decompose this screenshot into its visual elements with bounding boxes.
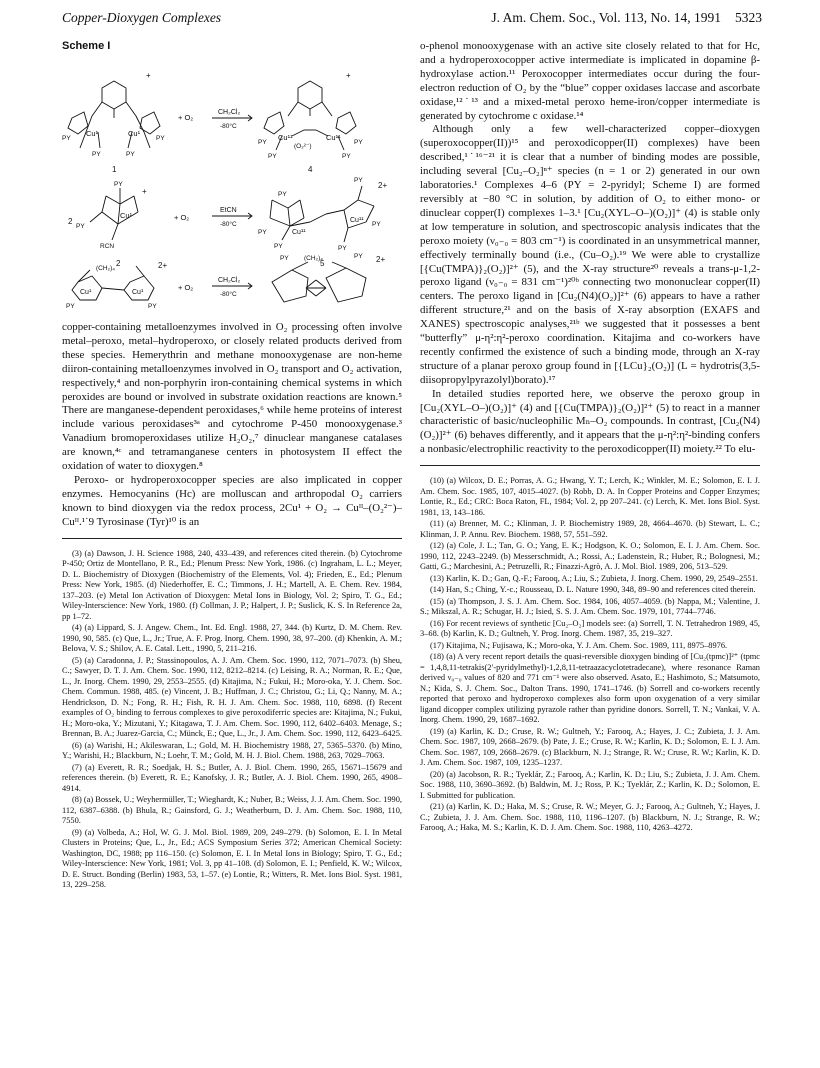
cu-label-5b: Cu¹¹ bbox=[350, 217, 364, 224]
cu-label-4b: Cu¹¹ bbox=[326, 133, 341, 142]
footnote: (14) Han, S.; Ching, Y.-c.; Rousseau, D. L. Nature 1990, 348, 89–90 and references cited therein. bbox=[430, 585, 756, 595]
py-label: PY bbox=[354, 177, 363, 184]
condition-solvent: CH₂Cl₂ bbox=[218, 109, 241, 116]
chain-label: (CH₂)₄ bbox=[96, 265, 115, 272]
footnote: (5) (a) Caradonna, J. P.; Stassinopoulos, A. J. Am. Chem. Soc. 1990, 112, 7071–7073. (b) Sheu, C.; Sawyer, D. T. J. Am. Chem. Soc. 1990, 112, 8212–8214. (c) Leising, R. A.; Norman, R. E.; Que, L., Jr. Inorg. Chem. 1990, 29, 2553–2555. (d) Kitajima, N.; Fukui, H.; Moro-oka, Y. J. Chem. Soc. Chem. Commun. 1988, 485. (e) Vincent, J. B.; Huffman, J. C.; Christou, G.; Li, Q.; Nanny, M. A.; Hendrickson, D. N.; Fong, R. H.; Fish, R. H. J. Am. Chem. Soc. 1988, 110, 6898. (f) Recent examples of O₂ binding to ferrous complexes to give peroxodiferric species are: Kitajima, N.; Fukui, H.; Moro-oka, Y.; Mizutani, Y.; Kitagawa, T. J. Am. Chem. Soc. 1990, 112, 6402–6403. Menage, S.; Brennan, B. A.; Juarez-Garcia, C.; Münck, E.; Que, L., Jr., J. Am. Chem. Soc. 1990, 112, 6423–6425. bbox=[62, 655, 402, 739]
py-label: PY bbox=[62, 135, 71, 142]
condition-temp: -80°C bbox=[220, 123, 237, 130]
py-label: PY bbox=[126, 151, 135, 158]
journal-name: J. Am. Chem. Soc., Vol. 113, No. 14, 1991 bbox=[491, 10, 721, 25]
charge-label: 2+ bbox=[378, 181, 388, 190]
footnote: (9) (a) Volbeda, A.; Hol, W. G. J. Mol. Biol. 1989, 209, 249–279. (b) Solomon, E. I. In Metal Clusters in Proteins; Que, L., Jr., Ed.; ACS Symposium Series 372; American Chemical Society: Washington, DC, 1988; pp 116–150. (c) Solomon, E. I. In Metal Ions in Biology; Spiro, T. G., Ed.; Wiley-Interscience: New York, 1981; Vol. 3, pp 41–108. (d) Solomon, E. I.; Penfield, K. W.; Wilcox, D. E. Struct. Bonding (Berlin) 1983, 53, 1–57. (e) Lontie, R.; Witters, R. Met. Ions Biol. Syst. 1981, 13, 229–258. bbox=[62, 827, 402, 890]
py-label: PY bbox=[342, 153, 351, 160]
left-footnotes bbox=[62, 549, 402, 891]
scheme-figure bbox=[62, 56, 402, 308]
py-label: PY bbox=[372, 221, 381, 228]
charge-label: 2+ bbox=[376, 255, 386, 264]
charge-label: + bbox=[146, 71, 151, 80]
py-label: PY bbox=[278, 191, 287, 198]
reactant-coefficient: 2 bbox=[68, 217, 73, 226]
right-footnotes bbox=[420, 476, 760, 834]
compound-number-4: 4 bbox=[308, 165, 313, 174]
right-column bbox=[420, 40, 760, 835]
footnote: (8) (a) Bossek, U.; Weyhermüller, T.; Wieghardt, K.; Nuber, B.; Weiss, J. J. Am. Chem. Soc. 1990, 112, 6387–6388. (b) Bhula, R.; Gainsford, G. J.; Weatherburn, D. J. Am. Chem. Soc. 1988, 110, 7550. bbox=[62, 795, 402, 826]
nitrile-label: RCN bbox=[100, 243, 115, 250]
left-body-text bbox=[62, 321, 402, 530]
py-label: PY bbox=[76, 223, 85, 230]
footnote: (18) (a) A very recent report details the quasi-reversible dioxygen binding of [Cu₂(tpmc)]²⁺ (tpmc = 1,4,8,11-tetrakis(2′-pyridylmethyl)-1,2,8,11-tetraazacyclotetradecane), where resonance Raman derived ν₀₋₀ values of 820 and 771 cm⁻¹ were also observed. Asato, E.; Hashimoto, S.; Matsumoto, N.; Kida, S. J. Chem. Soc., Dalton Trans. 1990, 1741–1746. (b) Sorrell and co-workers recently reported that peroxo and hydroperoxo complexes also form upon oxygenation of a very similar ligand dicopper complex utilizing pyrazole rather than pyridine donors. Sorrell, T. N.; Vankai, V. A. Inorg. Chem. 1990, 29, 1687–1692. bbox=[420, 652, 760, 725]
charge-label: + bbox=[142, 187, 147, 196]
footnote: (21) (a) Karlin, K. D.; Haka, M. S.; Cruse, R. W.; Meyer, G. J.; Farooq, A.; Gultneh, Y.; Hayes, J. C.; Zubieta, J. J. Am. Chem. Soc. 1988, 110, 1196–1207. (b) Blackburn, N. J.; Strange, R. W.; Farooq, A.; Haka, M. S.; Karlin, K. D. J. Am. Chem. Soc. 1988, 110, 4263–4272. bbox=[420, 802, 760, 833]
cu-label-3b: Cu¹ bbox=[132, 289, 144, 296]
o2-reagent: + O₂ bbox=[178, 113, 194, 122]
footnote: (20) (a) Jacobson, R. R.; Tyeklár, Z.; Farooq, A.; Karlin, K. D.; Liu, S.; Zubieta, J. J. Am. Chem. Soc. 1988, 110, 3690–3692. (b) Baldwin, M. J.; Ross, P. K.; Tyeklár, Z.; Karlin, K. D.; Solomon, E. I. Submitted for publication. bbox=[420, 769, 760, 800]
py-label: PY bbox=[258, 229, 267, 236]
py-label: PY bbox=[156, 135, 165, 142]
py-label: PY bbox=[258, 139, 267, 146]
footnote: (15) (a) Thompson, J. S. J. Am. Chem. Soc. 1984, 106, 4057–4059. (b) Nappa, M.; Valentine, J. S.; Mikszal, A. R.; Schugar, H. J.; Isied, S. S. J. Am. Chem. Soc. 1979, 101, 7744–7746. bbox=[420, 596, 760, 617]
body-paragraph: In detailed studies reported here, we observe the peroxo group in [Cu₂(XYL–O–)(O₂)]⁺ (4) and [{Cu(TMPA)}₂(O₂)]²⁺ (5) to react in a manner characteristic of basic/nucleophilic Mₙ–O₂ compounds. In contrast, [Cu₂(N4)(O₂)]²⁺ (6) behaves differently, and it appears that the μ-η²:η²-binding confers a nonbasic/electrophilic reactivity to the peroxodicopper(II) moiety.²² To elu- bbox=[420, 387, 760, 456]
charge-label: 2+ bbox=[158, 261, 168, 270]
py-label: PY bbox=[354, 139, 363, 146]
o2-reagent: + O₂ bbox=[178, 283, 194, 292]
compound-1-structure bbox=[68, 81, 160, 148]
footnote: (7) (a) Everett, R. R.; Soedjak, H. S.; Butler, A. J. Biol. Chem. 1990, 265, 15671–15679 and references therein. (b) Everett, R. E.; Kanofsky, J. R.; Butler, A. J. Biol. Chem. 1990, 265, 4908–4914. bbox=[62, 762, 402, 793]
cu-label-1b: Cu¹ bbox=[128, 129, 141, 138]
cu-label-2: Cu¹ bbox=[120, 211, 133, 220]
footnote-divider bbox=[420, 465, 760, 466]
cu-label-4a: Cu¹¹ bbox=[278, 133, 293, 142]
condition-temp: -80°C bbox=[220, 221, 237, 228]
footnote: (6) (a) Warishi, H.; Akileswaran, L.; Gold, M. H. Biochemistry 1988, 27, 5365–5370. (b) Mino, Y.; Warishi, H.; Blackburn, N.; Loehr, T. M.; Gold, M. H. J. Biol. Chem. 1988, 263, 7029–7063. bbox=[62, 740, 402, 761]
page-number: 5323 bbox=[735, 10, 762, 25]
py-label: PY bbox=[148, 303, 157, 308]
running-header bbox=[62, 10, 762, 30]
footnote: (3) (a) Dawson, J. H. Science 1988, 240, 433–439, and references cited therein. (b) Cytochrome P-450; Ortiz de Montellano, P. R., Ed.; Plenum Press: New York, 1986. (c) Ingraham, L. L.; Meyer, D. L. Biochemistry of Dioxygen (Biochemistry of the Elements, Vol. 4); Frieden, E., Ed.; Plenum Press: New York, 1985. (d) Niederhoffer, E. C.; Timmons, J. H.; Martell, A. E. Chem. Rev. 1984, 137–203. (e) Metal Ion Activation of Dioxygen: Metal Ions in Biology, Vol. 2; Spiro, T. G., Ed.; Wiley-Interscience: New York, 1980. (f) Collman, J. P.; Halpert, J. P.; Suslick, K. S. In Reference 2a, pp 1–72. bbox=[62, 548, 402, 621]
footnote: (4) (a) Lippard, S. J. Angew. Chem., Int. Ed. Engl. 1988, 27, 344. (b) Kurtz, D. M. Chem. Rev. 1990, 90, 585. (c) Que, L., Jr.; True, A. F. Prog. Inorg. Chem. 1990, 38, 97–200. (d) Khenkin, A. M.; Belova, V. S.; Shilov, A. E. Catal. Lett., 1990, 5, 211–216. bbox=[62, 623, 402, 654]
body-paragraph: o-phenol monooxygenase with an active site closely related to that for Hc, and a hydroperoxocopper active intermediate is implicated in dopamine β-hydroxylase action.¹¹ Peroxocopper intermediates occur during the four-electron reduction of O₂ by the “blue” copper oxidases laccase and ascorbate oxidase,¹²˙¹³ and a mixed-metal peroxo heme-iron/copper intermediate is generated by cytochrome c oxidase.¹⁴ bbox=[420, 40, 760, 122]
running-title: Copper-Dioxygen Complexes bbox=[62, 10, 222, 25]
body-paragraph: Although only a few well-characterized copper–dioxygen (superoxocopper(II))¹⁵ and peroxodicopper(II) complexes) have been described,¹˙¹⁶⁻²¹ it is clear that a number of binding modes are possible, including several [Cu₂–O₂]ⁿ⁺ species (n = 1 or 2) generated in our own laboratories.¹ Complexes 4–6 (PY = 2-pyridyl; Scheme I) are formed reversibly at −80 °C in solution, by addition of O₂ to either mono- or dinuclear copper(I) complexes 1–3.¹ [Cu₂(XYL–O–)(O₂)]⁺ (4) is stable only at low temperature in solution, and spectroscopic analysis indicates that the peroxo moiety (ν₀₋₀ = 803 cm⁻¹) is coordinated in an unsymmetrical manner, effectively terminally bound (i.e., (Cu–O₂).¹⁹ We were able to crystallize [{Cu(TMPA)}₂(O₂)]²⁺ (5), and the X-ray structure²⁰ reveals a trans-μ-1,2-peroxo ligand (ν₀₋₀ = 831 cm⁻¹)²⁰ᵇ connecting two mononuclear copper(II) centers. The peroxo ligand in [Cu₂(N4)(O₂)]²⁺ (6) appears to have a rather different structure,²¹ and on the basis of X-ray absorption (EXAFS and XANES) spectroscopic analyses,²¹ᵇ we suggested that it possesses a bent “butterfly” μ-η²:η²-peroxo coordination. Kitajima and co-workers have recently confirmed the existence of such a binding mode, through an X-ray structure of a planar peroxo group found in [{LCu}₂(O₂)] (L = hydrotris(3,5-diisopropylpyrazolyl)borato).¹⁷ bbox=[420, 123, 760, 386]
py-label: PY bbox=[274, 243, 283, 250]
py-label: PY bbox=[354, 253, 363, 260]
compound-number-1: 1 bbox=[112, 165, 117, 174]
right-body-text bbox=[420, 40, 760, 457]
chain-label: (CH₂)₄ bbox=[304, 255, 323, 262]
condition-temp: -80°C bbox=[220, 291, 237, 298]
py-label: PY bbox=[114, 181, 123, 188]
compound-number-2: 2 bbox=[116, 259, 121, 268]
body-paragraph: copper-containing metalloenzymes involved in O₂ processing often involve metal–peroxo, metal–hydroperoxo, or closely related products derived from these species. Hemerythrin and methane monooxygenase are non-heme diiron-containing metalloenzymes involved in O₂ transport and O₂ activation, respectively,⁴ and non-porphyrin iron-containing chemical systems in which peroxides are bound or involved in substrate oxidation reactions are known.⁵ There are manganese-dependent peroxidases,⁶ while heme proteins of interest include various peroxidases³ᵃ and cytochrome P-450 monooxygenase.³ Vanadium bromoperoxidases utilize H₂O₂,⁷ dinuclear manganese catalases are known,⁴ᶜ and tetramanganese centers in photosystem II effect the oxidation of water to dioxygen.⁸ bbox=[62, 321, 402, 473]
cu-label-1a: Cu¹ bbox=[86, 129, 99, 138]
py-label: PY bbox=[338, 245, 347, 252]
condition-solvent: EtCN bbox=[220, 207, 237, 214]
peroxo-label: (O₂²⁻) bbox=[294, 143, 312, 150]
footnote: (17) Kitajima, N.; Fujisawa, K.; Moro-oka, Y. J. Am. Chem. Soc. 1989, 111, 8975–8976. bbox=[430, 640, 728, 650]
py-label: PY bbox=[268, 153, 277, 160]
o2-reagent: + O₂ bbox=[174, 213, 190, 222]
left-column bbox=[62, 40, 402, 892]
charge-label: + bbox=[346, 71, 351, 80]
footnote: (10) (a) Wilcox, D. E.; Porras, A. G.; Hwang, Y. T.; Lerch, K.; Winkler, M. E.; Solomon, E. I. J. Am. Chem. Soc. 1985, 107, 4015–4027. (b) Robb, D. A. In Copper Proteins and Copper Enzymes; Lontie, R., Ed.; CRC: Boca Raton, FL, 1984; Vol. 2, pp 207–241. (c) Lerch, K. Met. Ions Biol. Syst. 1981, 13, 143–186. bbox=[420, 476, 760, 517]
footnote: (11) (a) Brenner, M. C.; Klinman, J. P. Biochemistry 1989, 28, 4664–4670. (b) Stewart, L. C.; Klinman, J. P. Annu. Rev. Biochem. 1988, 57, 551–592. bbox=[420, 519, 760, 539]
footnote: (13) Karlin, K. D.; Gan, Q.-F.; Farooq, A.; Liu, S.; Zubieta, J. Inorg. Chem. 1990, 29, 2549–2551. bbox=[430, 573, 758, 583]
footnote: (19) (a) Karlin, K. D.; Cruse, R. W.; Gultneh, Y.; Farooq, A.; Hayes, J. C.; Zubieta, J. J. Am. Chem. Soc. 1987, 109, 2668–2679. (b) Pate, J. E.; Cruse, R. W.; Karlin, K. D.; Solomon, E. I. J. Am. Chem. Soc. 1987, 109, 2668–2679. (c) Blackburn, N. J.; Strange, R. W.; Cruse, R. W.; Karlin, K. D. J. Am. Chem. Soc. 1987, 109, 1235–1237. bbox=[420, 726, 760, 768]
footnote: (16) For recent reviews of synthetic [Cu₂–O₂] models see: (a) Sorrell, T. N. Tetrahedron 1989, 45, 3–68. (b) Karlin, K. D.; Gultneh, Y. Prog. Inorg. Chem. 1987, 35, 219–327. bbox=[420, 618, 760, 639]
py-label: PY bbox=[280, 255, 289, 262]
cu-label-3a: Cu¹ bbox=[80, 289, 92, 296]
body-paragraph: Peroxo- or hydroperoxocopper species are also implicated in copper enzymes. Hemocyanins (Hc) are molluscan and arthropodal O₂ carriers known to bind dioxygen via the redox process, 2Cu¹ + O₂ → Cuᴵᴵ–(O₂²⁻)–Cuᴵᴵ.¹˙9 Tyrosinase (Tyr)¹⁰ is an bbox=[62, 473, 402, 528]
footnote-divider bbox=[62, 538, 402, 539]
scheme-title: Scheme I bbox=[62, 40, 111, 52]
footnote: (12) (a) Cole, J. L.; Tan, G. O.; Yang, E. K.; Hodgson, K. O.; Solomon, E. I. J. Am. Chem. Soc. 1990, 112, 2243–2249. (b) Messerschmidt, A.; Rossi, A.; Ladenstein, R.; Huber, R.; Bolognesi, M.; Gatti, G.; Marchesini, A.; Petruzelli, R.; Finazzi-Agrò, A. J. Mol. Biol. 1989, 206, 513–529. bbox=[420, 541, 760, 572]
compound-number-5: 5 bbox=[320, 259, 325, 268]
cu-label-5a: Cu¹¹ bbox=[292, 229, 306, 236]
journal-citation bbox=[491, 10, 762, 26]
condition-solvent: CH₂Cl₂ bbox=[218, 277, 241, 284]
py-label: PY bbox=[66, 303, 75, 308]
py-label: PY bbox=[92, 151, 101, 158]
compound-6-structure bbox=[272, 262, 366, 302]
